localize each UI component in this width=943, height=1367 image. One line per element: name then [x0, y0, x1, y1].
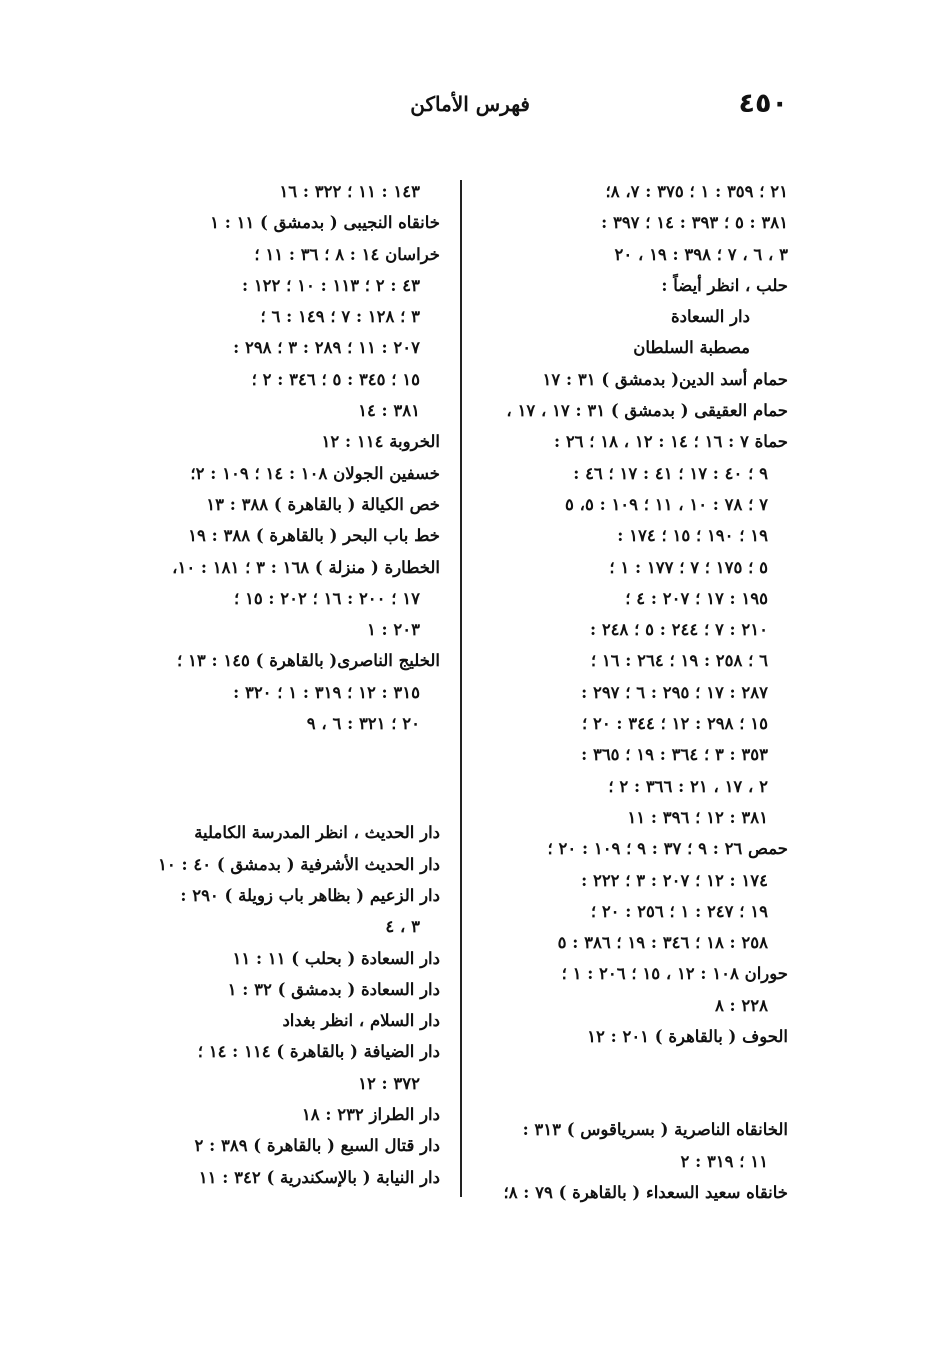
index-continuation-line: ٣٧٢ : ١٢ — [358, 1073, 420, 1093]
index-continuation-line: ٥ ؛ ١٧٥ ؛ ٧ ؛ ١٧٧ : ١ ؛ — [609, 557, 768, 577]
index-continuation-line: ٣ ؛ ١٢٨ : ٧ ؛ ١٤٩ : ٦ ؛ — [260, 307, 420, 327]
index-entry: خسفين الجولان ١٠٨ : ١٤ ؛ ١٠٩ : ٢؛ — [190, 463, 440, 483]
index-entry: حمام العقيقى ( بدمشق ) ٣١ : ١٧ ، ١٧ ، — [506, 401, 788, 421]
index-entry: دار السلام ، انظر بغداد — [282, 1011, 440, 1031]
index-continuation-line: ١٧٤ : ١٢ ؛ ٢٠٧ : ٣ ؛ ٢٢٢ : — [581, 870, 768, 890]
page-header — [120, 88, 800, 128]
index-continuation-line: ٢٠٧ : ١١ ؛ ٢٨٩ : ٣ ؛ ٢٩٨ : — [233, 338, 420, 358]
index-continuation-line: ١٩ ؛ ١٩٠ ؛ ١٥ ؛ ١٧٤ : — [617, 526, 768, 546]
page-title: فهرس الأماكن — [410, 92, 530, 116]
index-continuation-line: ٣ ، ٤ — [385, 917, 420, 937]
index-continuation-line: ٢ ، ١٧ ، ٢١ : ٣٦٦ : ٢ ؛ — [608, 776, 768, 796]
index-entry: دار الحديث الأشرفية ( بدمشق ) ٤٠ : ١٠ — [158, 854, 440, 874]
index-entry: خانقاه سعيد السعداء ( بالقاهرة ) ٧٩ : ٨؛ — [503, 1182, 788, 1202]
index-continuation-line: ١٥ ؛ ٣٤٥ : ٥ ؛ ٣٤٦ : ٢ ؛ — [251, 369, 420, 389]
index-entry: خانقاه النجيبى ( بدمشق ) ١١ : ١ — [210, 213, 440, 233]
index-continuation-line: ٣٨١ : ١٤ — [358, 401, 420, 421]
index-entry: حمام أسد الدين( بدمشق ) ٣١ : ١٧ — [542, 369, 788, 389]
index-entry: دار الحديث ، انظر المدرسة الكاملية — [194, 823, 440, 843]
block-spacer — [128, 739, 440, 817]
left-column — [128, 176, 440, 1193]
index-entry: دار النيابة ( بالإسكندرية ) ٣٤٢ : ١١ — [198, 1167, 440, 1187]
index-entry: الخطارة ( منزلة ) ١٦٨ : ٣ ؛ ١٨١ : ١٠، — [172, 557, 440, 577]
index-continuation-line: ٣١٥ : ١٢ ؛ ٣١٩ : ١ ؛ ٣٢٠ : — [233, 682, 420, 702]
index-continuation-line: دار السعادة — [671, 307, 750, 327]
index-entry: حمص ٢٦ : ٩ ؛ ٣٧ : ٩ ؛ ١٠٩ : ٢٠ ؛ — [547, 839, 788, 859]
index-block — [478, 1114, 788, 1208]
index-continuation-line: ٣٨١ : ١٢ ؛ ٣٩٦ : ١١ — [627, 807, 768, 827]
index-entry: الخانقاه الناصرية ( بسرياقوس ) ٣١٣ : — [522, 1120, 788, 1140]
index-block — [128, 817, 440, 1193]
index-entry: دار الزعيم ( بظاهر باب زويلة ) ٢٩٠ : — [180, 885, 440, 905]
index-entry: الخروبة ١١٤ : ١٢ — [321, 432, 440, 452]
block-spacer — [478, 1052, 788, 1114]
index-entry: خط باب البحر ( بالقاهرة ) ٣٨٨ : ١٩ — [188, 526, 440, 546]
index-continuation-line: ١١ ؛ ٣١٩ : ٢ — [680, 1151, 768, 1171]
index-continuation-line: ١٥ ؛ ٢٩٨ : ١٢ ؛ ٣٤٤ : ٢٠ ؛ — [581, 714, 768, 734]
index-entry: الخليج الناصرى( بالقاهرة ) ١٤٥ : ١٣ ؛ — [177, 651, 440, 671]
right-column — [478, 176, 788, 1208]
index-entry: خراسان ١٤ : ٨ ؛ ٣٦ : ١١ ؛ — [254, 244, 440, 264]
column-divider — [460, 180, 462, 1197]
index-entry: خص الكيالة ( بالقاهرة ) ٣٨٨ : ١٣ — [206, 494, 440, 514]
index-continuation-line: ١٧ ؛ ٢٠٠ : ١٦ ؛ ٢٠٢ : ١٥ ؛ — [233, 588, 420, 608]
index-continuation-line: ١٤٣ : ١١ ؛ ٣٢٢ : ١٦ — [279, 182, 420, 201]
index-entry: دار السعادة ( بحلب ) ١١ : ١١ — [232, 948, 440, 968]
index-continuation-line: ٢٢٨ : ٨ — [714, 995, 768, 1015]
index-continuation-line: ٢٨٧ : ١٧ ؛ ٢٩٥ : ٦ ؛ ٢٩٧ : — [581, 682, 768, 702]
index-continuation-line: ٦ ؛ ٢٥٨ : ١٩ ؛ ٢٦٤ : ١٦ ؛ — [590, 651, 768, 671]
index-block — [128, 176, 440, 739]
index-continuation-line: ٢٠٣ : ١ — [366, 620, 420, 640]
index-entry: حلب ، انظر أيضاً : — [661, 275, 788, 295]
index-entry: حوران ١٠٨ : ١٢ ، ١٥ ؛ ٢٠٦ : ١ ؛ — [561, 964, 788, 984]
index-continuation-line: ١٩ ؛ ٢٤٧ : ١ ؛ ٢٥٦ : ٢٠ ؛ — [590, 901, 768, 921]
index-entry: ٣٨١ : ٥ ؛ ٣٩٣ : ١٤ ؛ ٣٩٧ : — [601, 213, 788, 233]
index-continuation-line: ٤٣ : ٢ ؛ ١١٣ : ١٠ ؛ ١٢٢ : — [241, 275, 420, 295]
index-continuation-line: ٣٥٣ : ٣ ؛ ٣٦٤ : ١٩ ؛ ٣٦٥ : — [581, 745, 768, 765]
index-block — [478, 176, 788, 1052]
index-continuation-line: ٧ ؛ ٧٨ : ١٠ ، ١١ ؛ ١٠٩ : ٥، ٥ — [565, 494, 768, 514]
index-continuation-line: ٩ ؛ ٤٠ : ١٧ ؛ ٤١ : ١٧ ؛ ٤٦ : — [573, 463, 768, 483]
index-entry: ٣ ، ٦ ، ٧ ؛ ٣٩٨ : ١٩ ، ٢٠ — [614, 244, 788, 264]
index-continuation-line: مصطبة السلطان — [633, 338, 750, 358]
page-number: ٤٥٠ — [738, 88, 788, 119]
index-continuation-line: ٢١٠ : ٧ ؛ ٢٤٤ : ٥ ؛ ٢٤٨ : — [589, 620, 768, 640]
index-continuation-line: ١٩٥ : ١٧ ؛ ٢٠٧ : ٤ ؛ — [625, 588, 768, 608]
index-entry: دار قتال السبع ( بالقاهرة ) ٣٨٩ : ٢ — [194, 1136, 440, 1156]
index-entry: دار الضيافة ( بالقاهرة ) ١١٤ : ١٤ ؛ — [197, 1042, 440, 1062]
index-continuation-line: ٢٠ ؛ ٣٢١ : ٦ ، ٩ — [306, 714, 420, 734]
index-entry: ٢١ ؛ ٣٥٩ : ١ ؛ ٣٧٥ : ٧، ٨؛ — [605, 182, 788, 201]
index-entry: دار الطراز ٢٣٢ : ١٨ — [301, 1105, 440, 1125]
index-entry: دار السعادة ( بدمشق ) ٣٢ : ١ — [227, 979, 440, 999]
index-entry: الحوف ( بالقاهرة ) ٢٠١ : ١٢ — [587, 1027, 788, 1047]
index-continuation-line: ٢٥٨ : ١٨ ؛ ٣٤٦ : ١٩ ؛ ٣٨٦ : ٥ — [557, 933, 768, 953]
index-entry: حماة ٧ : ١٦ ؛ ١٤ : ١٢ ، ١٨ ؛ ٢٦ : — [553, 432, 788, 452]
